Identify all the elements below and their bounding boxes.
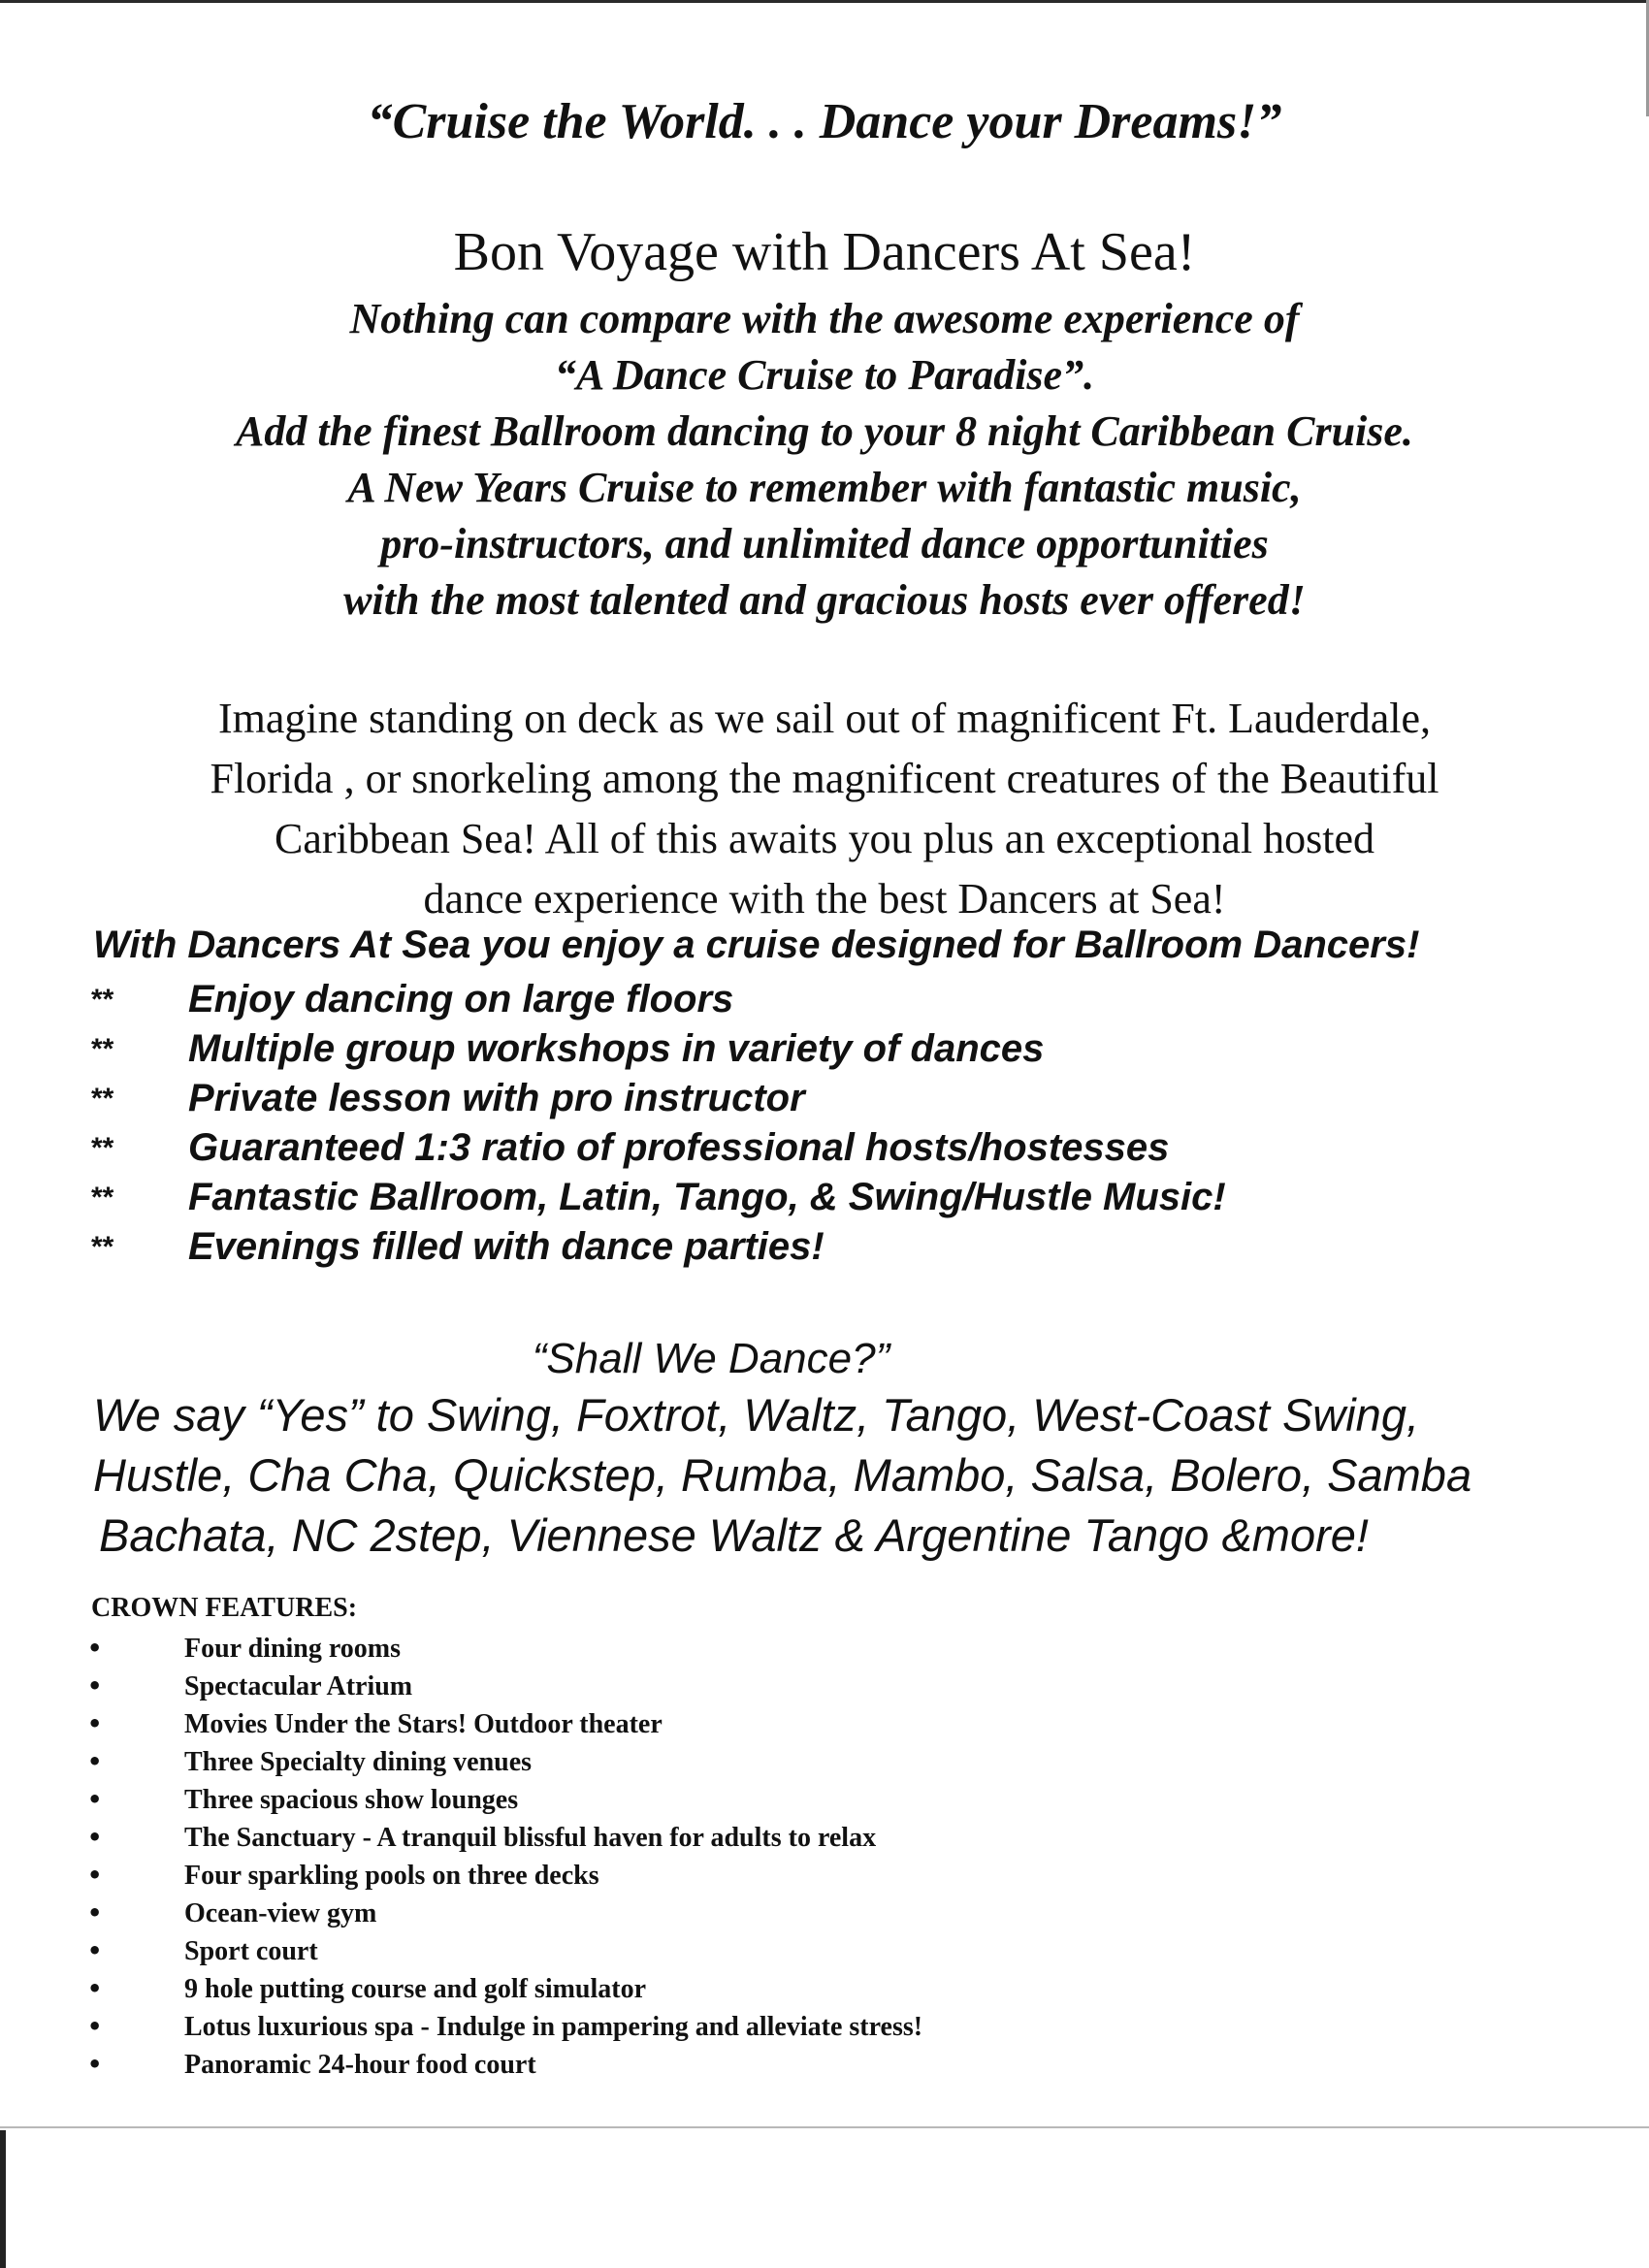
paragraph-line: dance experience with the best Dancers at Sea! — [423, 875, 1226, 923]
bullet-icon: • — [87, 1672, 103, 1700]
intro-line: with the most talented and gracious hosts ever offered! — [343, 576, 1306, 624]
crown-feature-text: Four dining rooms — [184, 1634, 402, 1664]
feature-item — [91, 1024, 1226, 1074]
feature-marker: ** — [91, 1231, 114, 1263]
bullet-icon: • — [87, 1824, 103, 1851]
bullet-icon: • — [87, 1748, 103, 1775]
crown-features-list — [87, 1630, 922, 2084]
crown-feature-item — [87, 1819, 922, 1857]
feature-marker: ** — [91, 1132, 114, 1164]
feature-item — [91, 975, 1226, 1024]
dance-line: Bachata, NC 2step, Viennese Waltz & Argentine Tango &more! — [99, 1509, 1369, 1561]
bullet-icon: • — [87, 2051, 103, 2078]
crown-feature-text: The Sanctuary - A tranquil blissful haven for adults to relax — [184, 1823, 877, 1853]
bullet-icon: • — [87, 1786, 103, 1813]
crown-feature-item — [87, 1857, 922, 1895]
with-dancers-line: With Dancers At Sea you enjoy a cruise designed for Ballroom Dancers! — [93, 923, 1420, 966]
tagline: “Cruise the World. . . Dance your Dreams!” — [367, 94, 1282, 149]
crown-feature-text: Lotus luxurious spa - Indulge in pampering and alleviate stress! — [184, 2012, 923, 2042]
shall-we-dance-heading: “Shall We Dance?” — [532, 1335, 890, 1382]
feature-text: Multiple group workshops in variety of dances — [188, 1027, 1045, 1070]
feature-text: Evenings filled with dance parties! — [188, 1225, 824, 1268]
feature-marker: ** — [91, 1083, 114, 1115]
bullet-icon: • — [87, 1975, 103, 2002]
feature-marker: ** — [91, 1182, 114, 1214]
crown-feature-item — [87, 2008, 922, 2046]
paragraph-line: Florida , or snorkeling among the magnificent creatures of the Beautiful — [210, 755, 1439, 802]
feature-text: Enjoy dancing on large floors — [188, 978, 734, 1021]
bullet-icon: • — [87, 1899, 103, 1927]
crown-feature-text: Four sparkling pools on three decks — [184, 1861, 599, 1891]
crown-feature-text: Panoramic 24-hour food court — [184, 2050, 536, 2080]
crown-feature-item — [87, 1895, 922, 1932]
intro-line: “A Dance Cruise to Paradise”. — [554, 351, 1095, 399]
dance-line: We say “Yes” to Swing, Foxtrot, Waltz, Tango, West-Coast Swing, — [93, 1389, 1420, 1441]
crown-feature-text: Spectacular Atrium — [184, 1671, 413, 1701]
scan-top-edge — [0, 0, 1649, 3]
crown-feature-text: Ocean-view gym — [184, 1898, 377, 1928]
paragraph-line: Caribbean Sea! All of this awaits you plus an exceptional hosted — [275, 815, 1374, 862]
feature-text: Fantastic Ballroom, Latin, Tango, & Swing/Hustle Music! — [188, 1176, 1226, 1218]
feature-item — [91, 1222, 1226, 1272]
crown-feature-item — [87, 1781, 922, 1819]
feature-text: Private lesson with pro instructor — [188, 1077, 805, 1119]
crown-features-heading: CROWN FEATURES: — [91, 1593, 358, 1623]
crown-feature-item — [87, 1970, 922, 2008]
bullet-icon: • — [87, 1862, 103, 1889]
crown-feature-item — [87, 1668, 922, 1705]
crown-feature-item — [87, 1705, 922, 1743]
paragraph-line: Imagine standing on deck as we sail out of magnificent Ft. Lauderdale, — [218, 695, 1431, 742]
feature-marker: ** — [91, 1033, 114, 1065]
crown-feature-item — [87, 2046, 922, 2084]
feature-item — [91, 1123, 1226, 1173]
feature-item — [91, 1074, 1226, 1123]
dance-line: Hustle, Cha Cha, Quickstep, Rumba, Mambo, Salsa, Bolero, Samba — [93, 1449, 1472, 1501]
intro-line: Nothing can compare with the awesome experience of — [349, 295, 1300, 342]
bullet-icon: • — [87, 1635, 103, 1662]
dance-styles-block — [93, 1385, 1471, 1566]
crown-feature-item — [87, 1932, 922, 1970]
crown-feature-text: Three Specialty dining venues — [184, 1747, 533, 1777]
bullet-icon: • — [87, 1710, 103, 1737]
scan-left-bar — [0, 2130, 6, 2268]
bullet-icon: • — [87, 2013, 103, 2040]
scan-bottom-rule — [0, 2126, 1649, 2128]
bullet-icon: • — [87, 1937, 103, 1964]
crown-feature-item — [87, 1630, 922, 1668]
intro-line: Add the finest Ballroom dancing to your 8 night Caribbean Cruise. — [236, 407, 1413, 455]
intro-line: A New Years Cruise to remember with fantastic music, — [347, 464, 1302, 511]
feature-item — [91, 1173, 1226, 1222]
crown-feature-text: Three spacious show lounges — [184, 1785, 519, 1815]
feature-text: Guaranteed 1:3 ratio of professional hosts/hostesses — [188, 1126, 1170, 1169]
crown-feature-item — [87, 1743, 922, 1781]
intro-line: pro-instructors, and unlimited dance opportunities — [380, 520, 1269, 567]
crown-feature-text: Movies Under the Stars! Outdoor theater — [184, 1709, 663, 1739]
crown-feature-text: 9 hole putting course and golf simulator — [184, 1974, 647, 2004]
feature-marker: ** — [91, 984, 114, 1016]
feature-list — [91, 975, 1226, 1272]
crown-feature-text: Sport court — [184, 1936, 318, 1966]
headline: Bon Voyage with Dancers At Sea! — [453, 222, 1196, 282]
